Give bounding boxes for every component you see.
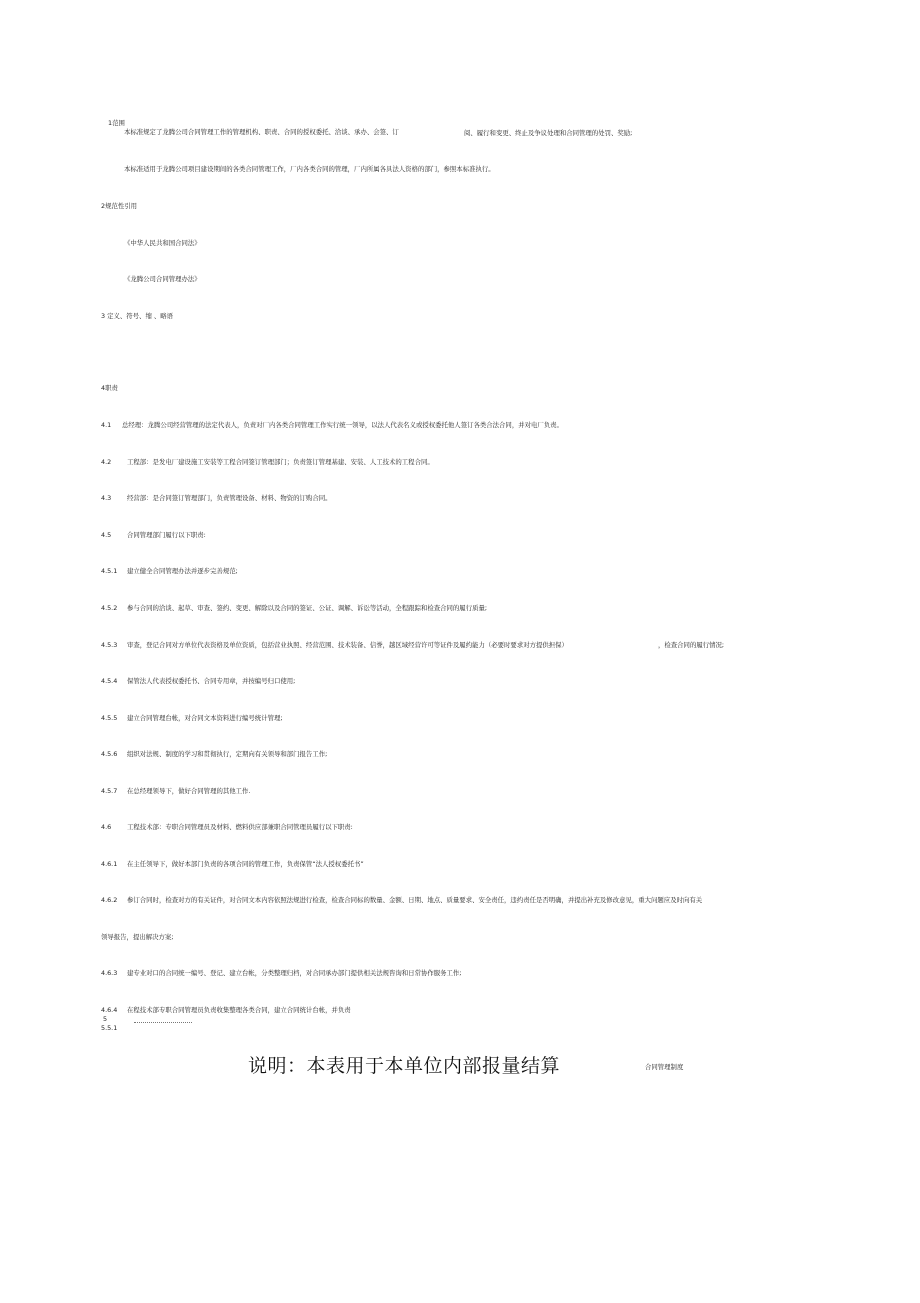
section-1-line-1b: 阅、履行和变更、终止及争议处理和合同管理的处罚、奖励; [464, 129, 633, 137]
clause-text: 总经理：龙腾公司经营管理的法定代表人，负责对厂内各类合同管理工作实行统一领导，以法人代表名义或授权委托他人签订各类合法合同，并对电厂负责。 [122, 421, 563, 429]
clause-number: 4.6.3 [101, 969, 118, 977]
clause-text-tail: ，检查合同的履行情况; [658, 641, 725, 649]
clause-number: 4.5.5 [101, 714, 118, 722]
section-1-heading: 1范围 [108, 119, 125, 127]
clause-text: 审查，登记合同对方单位代表资格及单位资质，包括营业执照、经营范围、技术装备、信誉，越区域经营许可等证件及履约能力（必要时要求对方提供担保） [127, 641, 568, 649]
section-1-line-2: 本标准适用于龙腾公司项目建设期间的各类合同管理工作，厂内各类合同的管理，厂内所属各具法人资格的部门，参照本标准执行。 [124, 165, 495, 173]
section-2-heading: 2规范性引用 [101, 202, 138, 210]
clause-text: 在主任领导下，做好本部门负责的各项合同的管理工作，负责保管“法人授权委托书” [127, 860, 364, 868]
reference-1: 《中华人民共和国合同法》 [124, 239, 201, 247]
clause-continuation: 领导报告，提出解决方案; [101, 933, 174, 941]
clause-number: 4.5.6 [101, 750, 118, 758]
clause-number: 4.5.1 [101, 567, 118, 575]
clause-text: 合同管理部门履行以下职责: [127, 531, 206, 539]
clause-text: 工程技术部：专职合同管理员及材料、燃料供应部兼职合同管理员履行以下职责: [127, 823, 353, 831]
clause-number: 4.5.4 [101, 677, 118, 685]
clause-text: 经营部：是合同签订管理部门，负责管理设备、材料、物资的订购合同。 [127, 494, 332, 502]
clause-number: 4.5.2 [101, 604, 118, 612]
clause-number: 4.2 [101, 458, 112, 466]
clause-text: 保管法人代表授权委托书、合同专用章，并按编号归口使用; [127, 677, 296, 685]
clause-number: 4.6 [101, 823, 112, 831]
clause-text: 建立健全合同管理办法并逐步完善规范; [127, 567, 238, 575]
clause-text: 在程技术部专职合同管理员负责收集整理各类合同，建立合同统计台帐，并负责 [127, 1006, 351, 1014]
reference-2: 《龙腾公司合同管理办法》 [124, 275, 201, 283]
clause-number: 4.6.1 [101, 860, 118, 868]
clause-text: 工程部：是发电厂建设施工安装等工程合同签订管理部门；负责签订管理基建、安装、人工技术的工程合同。 [127, 458, 434, 466]
clause-text: 组织对法规、制度的学习和贯彻执行，定期向有关领导和部门报告工作; [127, 750, 328, 758]
section-4-heading: 4职责 [101, 384, 118, 392]
clause-number: 4.5.7 [101, 787, 118, 795]
clause-number: 5.5.1 [101, 1024, 118, 1032]
clause-text: 建专业对口的合同统一编号、登记、建立台帐，分类整理归档，对合同承办部门提供相关法规咨询和日常协作服务工作; [127, 969, 462, 977]
clause-number: 5 [103, 1015, 108, 1023]
clause-number: 4.3 [101, 494, 112, 502]
footer-note: 说明：本表用于本单位内部报量结算 [248, 1055, 561, 1077]
clause-text: 参订合同时，检查对方的有关证件，对合同文本内容依照法规进行检查，检查合同标的数量、金额、日期、地点、质量要求、安全责任，违约责任是否明确，并提出补充及修改意见，重大问题应及时向有关 [127, 896, 703, 904]
clause-text: 在总经理领导下，做好合同管理的其他工作. [127, 787, 251, 795]
clause-text: 参与合同的洽谈、起草、审查、签约、变更、解除以及合同的签证、公证、调解、诉讼等活动，全程跟踪和检查合同的履行质量; [127, 604, 488, 612]
document-title-label: 合同管理制度 [645, 1063, 684, 1071]
clause-text: 建立合同管理台帐，对合同文本资料进行编号统计管理; [127, 714, 283, 722]
clause-number: 4.1 [101, 421, 112, 429]
clause-number: 4.5.3 [101, 641, 118, 649]
clause-number: 4.6.4 [101, 1006, 118, 1014]
clause-number: 4.6.2 [101, 896, 118, 904]
section-1-line-1a: 本标准规定了龙腾公司合同管理工作的管理机构、职责、合同的授权委托、洽谈、承办、会签、订 [124, 128, 399, 136]
dotted-leader [134, 1022, 192, 1023]
clause-number: 4.5 [101, 531, 112, 539]
section-3-heading: 3 定义、符号、缩 、略语 [101, 312, 174, 320]
